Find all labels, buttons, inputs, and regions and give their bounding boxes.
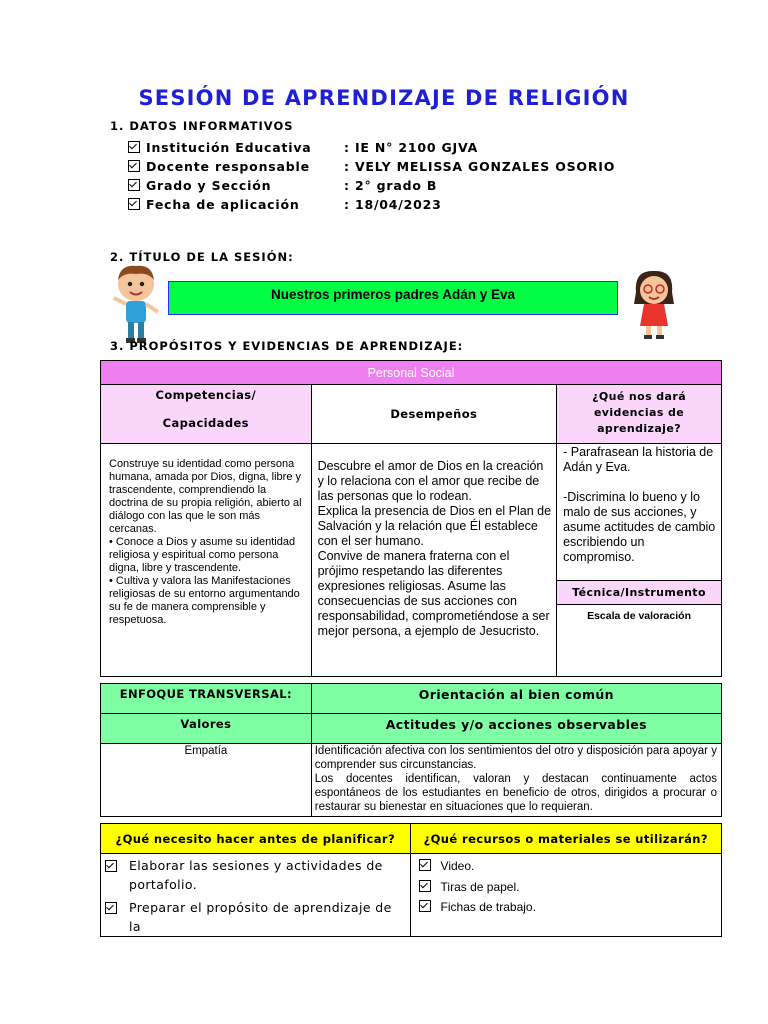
info-label: Grado y Sección: [146, 178, 272, 193]
actitud-cell: Identificación afectiva con los sentimientos del otro y disposición para apoyar y comprender sus circunstancias. Los docentes identifican, valoran y destacan continuamente actos espontáneos de los estudiantes en beneficio de otros, dirigidos a procurar o restaurar su bienestar en situaciones que lo requieran.: [311, 744, 721, 817]
recurso-item-text: Tiras de papel.: [440, 879, 520, 894]
info-label: Fecha de aplicación: [146, 197, 300, 212]
info-list: [128, 140, 615, 216]
checkbox-icon: [105, 860, 117, 872]
info-row: [128, 197, 615, 216]
competencias-header: [101, 385, 312, 444]
checkbox-icon: [128, 179, 140, 191]
info-value: : IE N° 2100 GJVA: [344, 140, 479, 155]
session-title-box: Nuestros primeros padres Adán y Eva: [168, 281, 618, 315]
section-titulo-sesion: 2. TÍTULO DE LA SESIÓN:: [110, 250, 294, 264]
recurso-item: [419, 897, 717, 918]
recursos-list: [419, 856, 717, 918]
info-value: : 18/04/2023: [344, 197, 442, 212]
recursos-cell: [410, 854, 721, 937]
info-value: : 2° grado B: [344, 178, 438, 193]
antes-item-text: Preparar el propósito de aprendizaje de la: [129, 900, 392, 934]
info-row: [128, 178, 615, 197]
info-row: [128, 159, 615, 178]
checkbox-icon: [128, 198, 140, 210]
info-row: [128, 140, 615, 159]
recurso-item: [419, 877, 717, 898]
antes-item: [105, 856, 406, 894]
valores-header: Valores: [101, 714, 312, 744]
evidencias-cell: - Parafrasean la historia de Adán y Eva. -Discrimina lo bueno y lo malo de sus acciones, y asume actitudes de cambio escribiendo un compromiso.: [557, 444, 722, 581]
girl-illustration: [628, 268, 680, 340]
actitudes-header: Actitudes y/o acciones observables: [311, 714, 721, 744]
checkbox-icon: [105, 902, 117, 914]
recurso-item-text: Fichas de trabajo.: [440, 900, 536, 914]
valor-cell: Empatía: [101, 744, 312, 817]
info-label: Institución Educativa: [146, 140, 312, 155]
checkbox-icon: [419, 859, 431, 871]
info-label: Docente responsable: [146, 159, 310, 174]
recurso-item: [419, 856, 717, 877]
section-propositos: 3. PROPÓSITOS Y EVIDENCIAS DE APRENDIZAJE:: [110, 339, 464, 353]
antes-item: [105, 898, 406, 936]
desempenos-header: Desempeños: [311, 385, 557, 444]
checkbox-icon: [419, 880, 431, 892]
antes-item-text: Elaborar las sesiones y actividades de portafolio.: [129, 858, 383, 892]
desempenos-cell: Descubre el amor de Dios en la creación y lo relaciona con el amor que recibe de las personas que lo rodean. Explica la presencia de Dios en el Plan de Salvación y la relación que Él establece con el ser humano. Convive de manera fraterna con el prójimo respetando las diferentes expresiones religiosas. Asume las consecuencias de sus acciones con responsabilidad, comprometiéndose a ser mejor persona, a ejemplo de Jesucristo.: [311, 444, 557, 677]
checkbox-icon: [128, 141, 140, 153]
planificar-table: [100, 823, 722, 937]
recursos-header: ¿Qué recursos o materiales se utilizarán?: [410, 824, 721, 854]
competencias-header-line2: Capacidades: [162, 416, 249, 430]
competencias-header-line1: Competencias/: [155, 388, 257, 402]
enfoque-value: Orientación al bien común: [311, 684, 721, 714]
area-header: Personal Social: [101, 361, 722, 385]
page-title: SESIÓN DE APRENDIZAJE DE RELIGIÓN: [138, 86, 630, 110]
checkbox-icon: [419, 900, 431, 912]
competencias-cell: Construye su identidad como persona humana, amada por Dios, digna, libre y trascendente, comprendiendo la doctrina de su propia religión, abierto al diálogo con las que le son más cercanas. • Conoce a Dios y asume su identidad religiosa y espiritual como persona digna, libre y trascendente. • Cultiva y valora las Manifestaciones religiosas de su entorno argumentando su fe de manera comprensible y respetuosa.: [101, 444, 312, 677]
info-value: : VELY MELISSA GONZALES OSORIO: [344, 159, 616, 174]
tecnica-cell: Escala de valoración: [557, 605, 722, 677]
checkbox-icon: [128, 160, 140, 172]
section-datos-informativos: 1. DATOS INFORMATIVOS: [110, 119, 294, 133]
evidencias-header: ¿Qué nos dará evidencias de aprendizaje?: [557, 385, 722, 444]
propositos-table: [100, 360, 722, 677]
enfoque-table: [100, 683, 722, 817]
tecnica-header: Técnica/Instrumento: [557, 581, 722, 605]
enfoque-label: ENFOQUE TRANSVERSAL:: [101, 684, 312, 714]
recurso-item-text: Video.: [440, 859, 475, 873]
antes-cell: [101, 854, 411, 937]
antes-header: ¿Qué necesito hacer antes de planificar?: [101, 824, 411, 854]
boy-illustration: [108, 262, 164, 344]
